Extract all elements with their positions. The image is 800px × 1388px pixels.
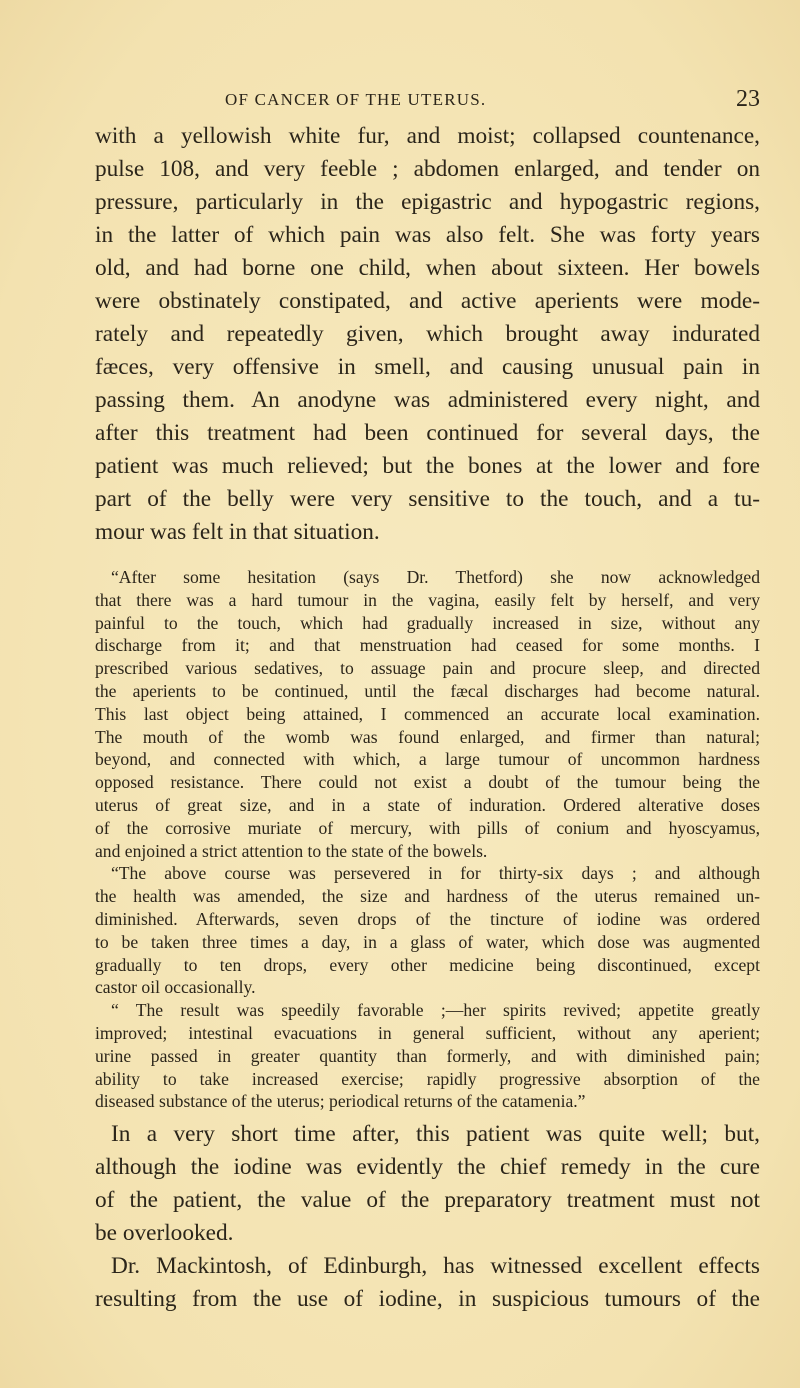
text-line: the aperients to be continued, until the fæcal discharges had become natural. (95, 680, 760, 701)
text-line: beyond, and connected with which, a large tumour of uncommon hardness (95, 749, 760, 770)
text-line: uterus of great size, and in a state of induration. Ordered alterative doses (95, 794, 760, 815)
text-line: resulting from the use of iodine, in suspicious tumours of the (95, 1286, 760, 1312)
text-line: after this treatment had been continued for several days, the (95, 420, 760, 446)
paragraph (95, 999, 760, 1113)
text-line: improved; intestinal evacuations in general sufficient, without any aperient; (95, 1022, 760, 1043)
paragraph (95, 862, 760, 999)
text-line: part of the belly were very sensitive to the touch, and a tu- (95, 486, 760, 512)
text-line: pulse 108, and very feeble ; abdomen enlarged, and tender on (95, 156, 760, 182)
text-line: to be taken three times a day, in a glass of water, which dose was augmented (95, 931, 760, 952)
text-line: In a very short time after, this patient was quite well; but, (111, 1121, 760, 1147)
text-line: urine passed in greater quantity than formerly, and with diminished pain; (95, 1045, 760, 1066)
text-line: prescribed various sedatives, to assuage pain and procure sleep, and directed (95, 658, 760, 679)
text-line: in the latter of which pain was also felt. She was forty years (95, 222, 760, 248)
text-block (95, 1118, 760, 1316)
text-line: gradually to ten drops, every other medicine being discontinued, except (95, 954, 760, 975)
text-line: and enjoined a strict attention to the state of the bowels. (95, 840, 488, 861)
paragraph (95, 1118, 760, 1250)
text-line: although the iodine was evidently the chief remedy in the cure (95, 1154, 760, 1180)
text-line: ability to take increased exercise; rapidly progressive absorption of the (95, 1068, 760, 1089)
paragraph (95, 1250, 760, 1316)
text-line: pressure, particularly in the epigastric and hypogastric regions, (95, 189, 760, 215)
page-header (95, 86, 760, 114)
text-line: Dr. Mackintosh, of Edinburgh, has witnessed excellent effects (111, 1253, 760, 1279)
text-line: diminished. Afterwards, seven drops of the tincture of iodine was ordered (95, 908, 760, 929)
running-title: OF CANCER OF THE UTERUS. (225, 90, 487, 109)
text-line: with a yellowish white fur, and moist; collapsed countenance, (95, 123, 760, 149)
text-line: passing them. An anodyne was administered every night, and (95, 387, 760, 413)
text-line: fæces, very offensive in smell, and causing unusual pain in (95, 354, 760, 380)
text-line: that there was a hard tumour in the vagina, easily felt by herself, and very (95, 589, 760, 610)
text-line: mour was felt in that situation. (95, 519, 380, 545)
text-line: patient was much relieved; but the bones at the lower and fore (95, 453, 760, 479)
text-line: rately and repeatedly given, which brought away indurated (95, 321, 760, 347)
text-line: castor oil occasionally. (95, 977, 256, 998)
quoted-passage (95, 566, 760, 1113)
text-line: This last object being attained, I commenced an accurate local examination. (95, 703, 760, 724)
text-line: of the patient, the value of the preparatory treatment must not (95, 1187, 760, 1213)
paragraph (95, 120, 760, 549)
text-line: “ The result was speedily favorable ;—her spirits revived; appetite greatly (111, 1000, 760, 1021)
text-line: be overlooked. (95, 1220, 234, 1246)
text-line: diseased substance of the uterus; periodical returns of the catamenia.” (95, 1091, 586, 1112)
text-line: “The above course was persevered in for thirty-six days ; and although (111, 863, 760, 884)
paragraph (95, 566, 760, 862)
text-block (95, 120, 760, 549)
text-line: “After some hesitation (says Dr. Thetford) she now acknowledged (111, 567, 760, 587)
text-line: discharge from it; and that menstruation had ceased for some months. I (95, 635, 760, 656)
text-line: old, and had borne one child, when about sixteen. Her bowels (95, 255, 760, 281)
text-line: painful to the touch, which had gradually increased in size, without any (95, 612, 760, 633)
text-line: of the corrosive muriate of mercury, with pills of conium and hyoscyamus, (95, 817, 760, 838)
page-number: 23 (736, 86, 760, 112)
text-line: the health was amended, the size and hardness of the uterus remained un- (95, 886, 760, 907)
text-line: opposed resistance. There could not exist a doubt of the tumour being the (95, 772, 760, 793)
text-line: The mouth of the womb was found enlarged, and firmer than natural; (95, 726, 760, 747)
text-line: were obstinately constipated, and active aperients were mode- (95, 288, 760, 314)
